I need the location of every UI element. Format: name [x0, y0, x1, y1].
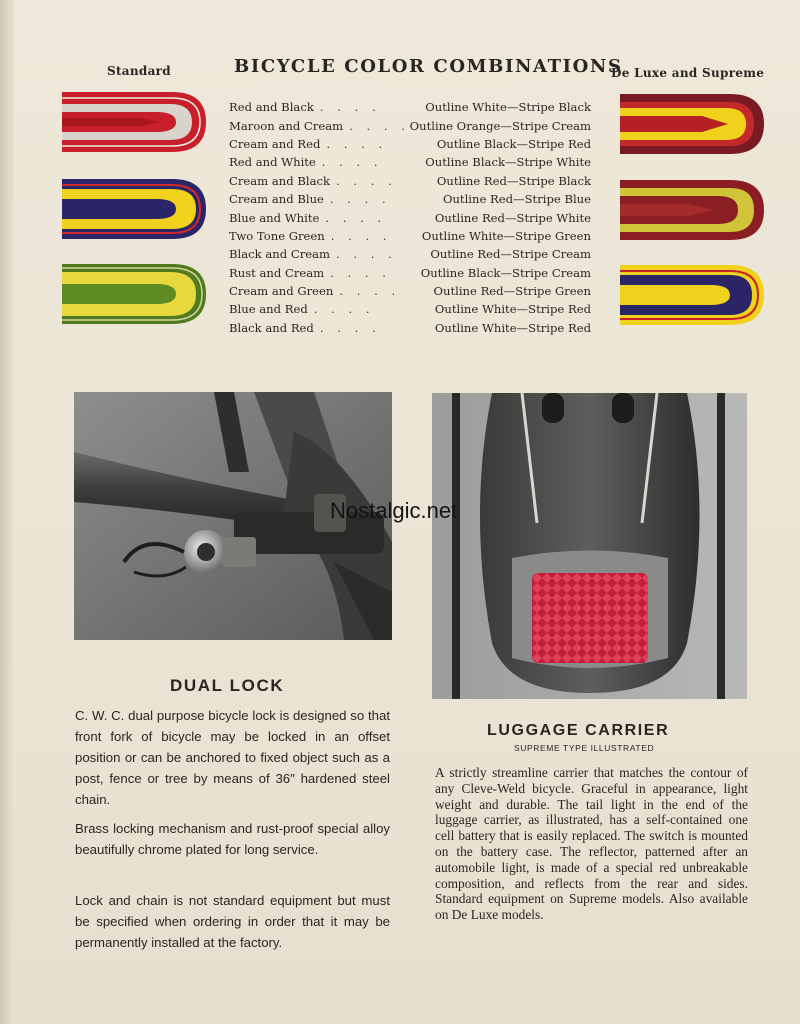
combination-name: Rust and Cream	[229, 265, 325, 280]
combination-detail: Outline Red—Stripe Green	[433, 284, 591, 299]
combination-row	[229, 116, 591, 134]
dual-lock-paragraph-1: C. W. C. dual purpose bicycle lock is designed so that front fork of bicycle may be locked in an offset position or can be anchored to fixed object such as a post, fence or tree by means of 36″ hardened steel chain.	[75, 708, 390, 807]
combination-name: Cream and Black	[229, 173, 331, 188]
leader-dots: . . . .	[329, 192, 391, 207]
combination-detail: Outline Orange—Stripe Cream	[409, 118, 591, 133]
combination-name: Blue and Red	[229, 302, 308, 317]
combination-row	[229, 208, 591, 226]
watermark: Nostalgic.net	[330, 498, 458, 523]
leader-dots: . . . .	[349, 118, 410, 133]
combination-row	[229, 264, 591, 282]
standard-label: Standard	[107, 64, 171, 78]
combination-name: Red and Black	[229, 100, 314, 115]
combination-detail: Outline Red—Stripe White	[434, 210, 591, 225]
swatch-standard-blue-yellow	[60, 177, 208, 241]
combination-detail: Outline Black—Stripe Cream	[420, 265, 591, 280]
combination-detail: Outline White—Stripe Green	[421, 228, 591, 243]
combination-detail: Outline Black—Stripe Red	[436, 136, 591, 151]
page-title: BICYCLE COLOR COMBINATIONS	[234, 56, 623, 77]
leader-dots: . . . .	[321, 155, 383, 170]
leader-dots: . . . .	[330, 265, 391, 280]
combination-row	[229, 135, 591, 153]
combination-row	[229, 153, 591, 171]
leader-dots: . . . .	[326, 136, 388, 151]
combination-row	[229, 282, 591, 300]
swatch-deluxe-navy-yellow	[618, 263, 766, 327]
combination-detail: Outline White—Stripe Red	[434, 320, 591, 335]
luggage-carrier-heading: LUGGAGE CARRIER	[487, 722, 670, 739]
combination-name: Two Tone Green	[229, 228, 325, 243]
dual-lock-paragraph-2: Brass locking mechanism and rust-proof special alloy beautifully chrome plated for long service.	[75, 821, 390, 857]
dual-lock-heading: DUAL LOCK	[170, 676, 285, 695]
combination-name: Cream and Blue	[229, 192, 324, 207]
combination-detail: Outline Red—Stripe Blue	[442, 192, 591, 207]
combination-row	[229, 98, 591, 116]
leader-dots: . . . .	[325, 210, 387, 225]
leader-dots: . . . .	[339, 284, 401, 299]
combination-row	[229, 300, 591, 318]
leader-dots: . . . .	[336, 173, 397, 188]
combination-detail: Outline Red—Stripe Black	[436, 173, 591, 188]
leader-dots: . . . .	[319, 320, 381, 335]
combination-name: Red and White	[229, 155, 316, 170]
swatch-deluxe-maroon-yellow	[618, 92, 766, 156]
combination-row	[229, 190, 591, 208]
swatch-standard-red-white	[60, 90, 208, 154]
luggage-carrier-subheading: SUPREME TYPE ILLUSTRATED	[514, 743, 655, 753]
leader-dots: . . . .	[313, 302, 375, 317]
combination-name: Cream and Red	[229, 136, 321, 151]
combination-name: Cream and Green	[229, 284, 334, 299]
page-edge	[0, 0, 14, 1024]
luggage-carrier-photo	[432, 393, 747, 699]
leader-dots: . . . .	[330, 228, 392, 243]
leader-dots: . . . .	[319, 100, 381, 115]
color-combination-list	[229, 98, 591, 337]
combination-name: Black and Red	[229, 320, 314, 335]
combination-detail: Outline Black—Stripe White	[425, 155, 591, 170]
leader-dots: . . . .	[336, 247, 397, 262]
swatch-standard-green-yellow	[60, 262, 208, 326]
combination-detail: Outline White—Stripe Red	[434, 302, 591, 317]
combination-row	[229, 227, 591, 245]
combination-name: Maroon and Cream	[229, 118, 344, 133]
deluxe-label: De Luxe and Supreme	[611, 66, 765, 80]
swatch-deluxe-maroon-olive	[618, 178, 766, 242]
combination-row	[229, 319, 591, 337]
combination-detail: Outline White—Stripe Black	[425, 100, 591, 115]
combination-row	[229, 245, 591, 263]
combination-name: Blue and White	[229, 210, 320, 225]
combination-name: Black and Cream	[229, 247, 331, 262]
combination-detail: Outline Red—Stripe Cream	[430, 247, 591, 262]
dual-lock-paragraph-3: Lock and chain is not standard equipment but must be specified when ordering in order that it may be permanently installed at the factory.	[75, 893, 390, 950]
combination-row	[229, 172, 591, 190]
luggage-carrier-paragraph: A strictly streamline carrier that matches the contour of any Cleve-Weld bicycle. Graceful in appearance, light weight and durable. The tail light in the end of the luggage carrier, as illustrated, has a self-contained one cell battery that is easily replaced. The switch is mounted on the battery case. The reflector, patterned after an automobile light, is made of a special red unbreakable composition, and reflects from the rear and sides. Standard equipment on Supreme models. Also available on De Luxe models.	[435, 765, 748, 923]
